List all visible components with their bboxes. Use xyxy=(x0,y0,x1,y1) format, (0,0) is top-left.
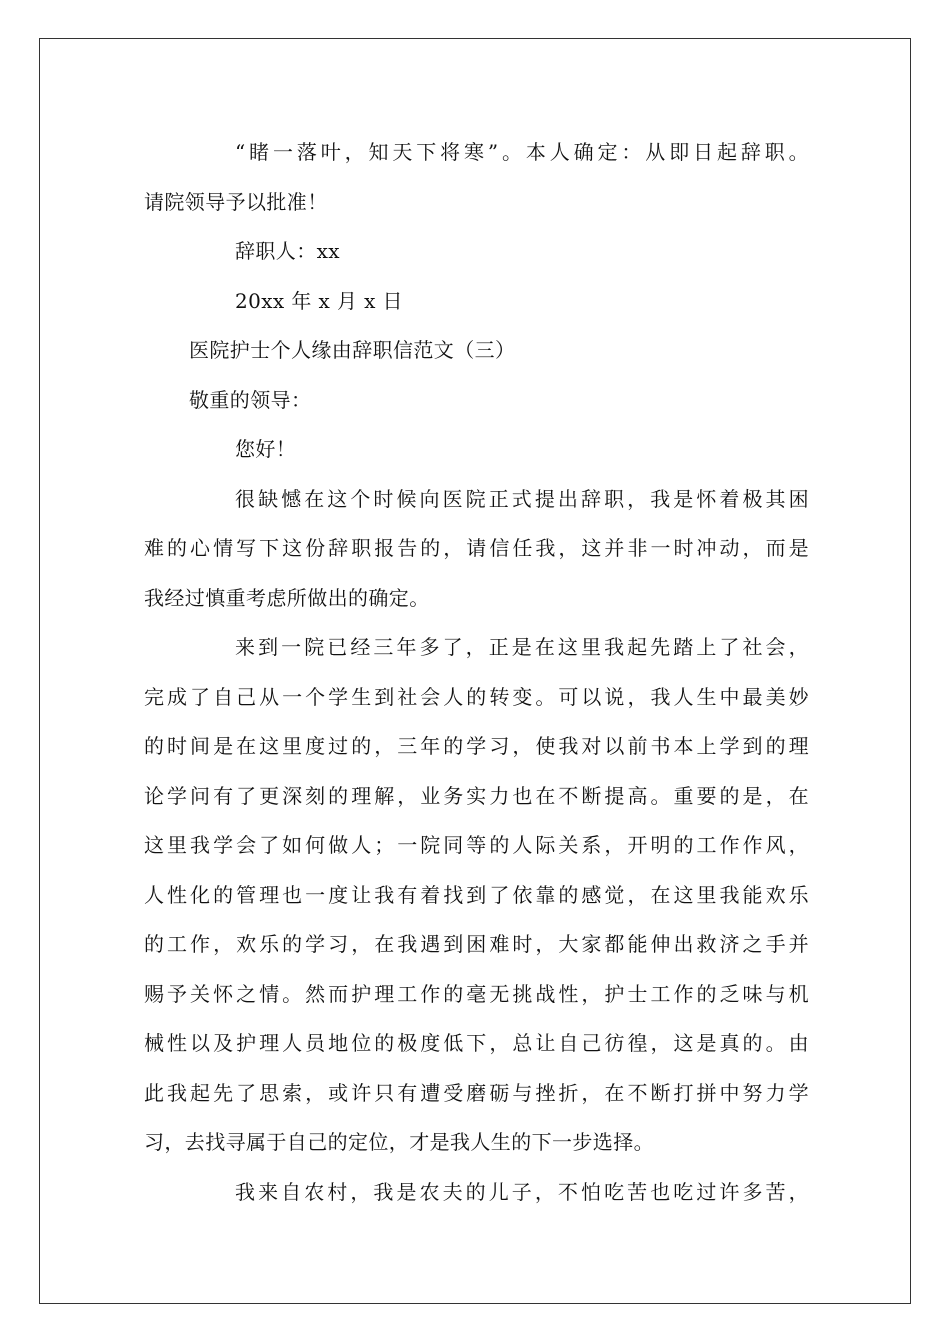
text-line: 械性以及护理人员地位的极度低下，总让自己彷徨，这是真的。由 xyxy=(144,1031,809,1055)
text-line: 论学问有了更深刻的理解，业务实力也在不断提高。重要的是，在 xyxy=(144,783,809,808)
date-line: 20xx 年 x 月 x 日 xyxy=(235,288,403,313)
greeting: 您好！ xyxy=(235,437,297,461)
text-line: 请院领导予以批准！ xyxy=(144,189,328,214)
letter-title: 医院护士个人缘由辞职信范文（三） xyxy=(189,338,516,362)
text-line: 很缺憾在这个时候向医院正式提出辞职，我是怀着极其困 xyxy=(235,486,809,511)
text-line: 的时间是在这里度过的，三年的学习，使我对以前书本上学到的理 xyxy=(144,734,809,758)
text-line: 赐予关怀之情。然而护理工作的毫无挑战性，护士工作的乏味与机 xyxy=(144,981,809,1006)
text-line: 的工作，欢乐的学习，在我遇到困难时，大家都能伸出救济之手并 xyxy=(144,932,809,956)
text-line: “睹一落叶，知天下将寒”。本人确定：从即日起辞职。 xyxy=(235,140,809,164)
text-line: 此我起先了思索，或许只有遭受磨砺与挫折，在不断打拼中努力学 xyxy=(144,1080,809,1105)
text-line: 我经过慎重考虑所做出的确定。 xyxy=(144,585,430,610)
text-line: 人性化的管理也一度让我有着找到了依靠的感觉，在这里我能欢乐 xyxy=(144,882,809,907)
text-line: 习，去找寻属于自己的定位，才是我人生的下一步选择。 xyxy=(144,1130,654,1154)
salutation: 敬重的领导： xyxy=(189,387,312,412)
text-line: 我来自农村，我是农夫的儿子，不怕吃苦也吃过许多苦， xyxy=(235,1179,809,1204)
text-line: 完成了自己从一个学生到社会人的转变。可以说，我人生中最美妙 xyxy=(144,684,809,709)
signature-line: 辞职人：xx xyxy=(235,239,340,263)
document-body xyxy=(144,128,809,1217)
text-line: 这里我学会了如何做人；一院同等的人际关系，开明的工作作风， xyxy=(144,833,809,857)
text-line: 难的心情写下这份辞职报告的，请信任我，这并非一时冲动，而是 xyxy=(144,536,809,560)
text-line: 来到一院已经三年多了，正是在这里我起先踏上了社会， xyxy=(235,635,809,659)
